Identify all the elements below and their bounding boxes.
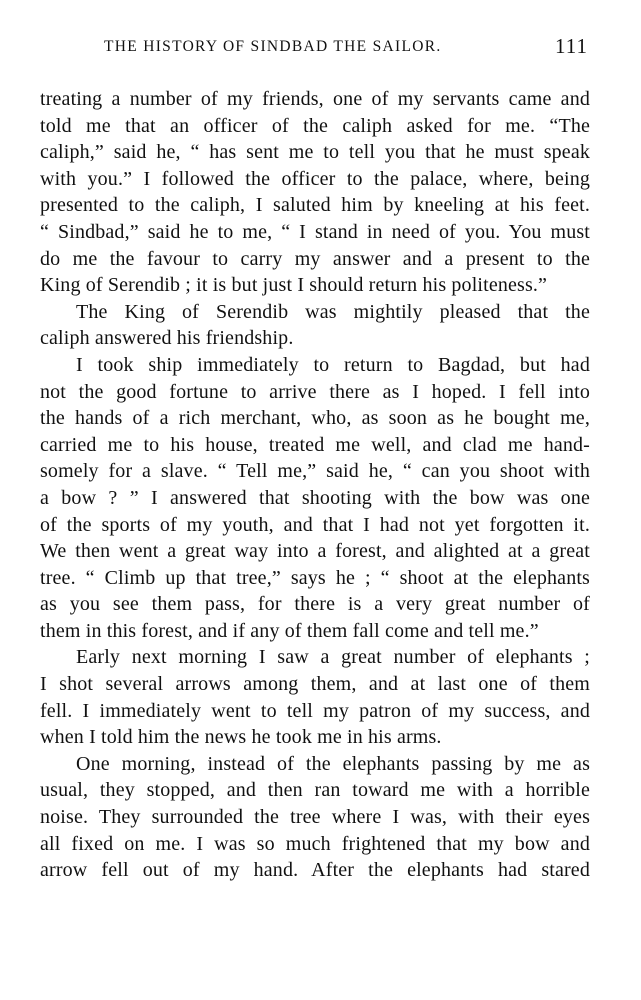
text-line: usual, they stopped, and then ran toward me with a horrible — [40, 779, 590, 802]
text-line: told me that an officer of the caliph asked for me. “The — [40, 114, 590, 137]
text-line: do me the favour to carry my answer and a present to the — [40, 247, 590, 270]
text-line: carried me to his house, treated me well, and clad me hand- — [40, 433, 590, 456]
text-line: a bow ? ” I answered that shooting with the bow was one — [40, 486, 590, 509]
text-line: The King of Serendib was mightily pleased that the — [76, 300, 590, 323]
running-title: THE HISTORY OF SINDBAD THE SAILOR. — [104, 38, 442, 55]
text-line: arrow fell out of my hand. After the elephants had stared — [40, 859, 590, 882]
text-line: all fixed on me. I was so much frightened that my bow and — [40, 832, 590, 855]
paragraph — [40, 86, 590, 299]
paragraph — [40, 751, 590, 884]
text-line: when I told him the news he took me in his arms. — [40, 726, 442, 749]
text-line: somely for a slave. “ Tell me,” said he, “ can you shoot with — [40, 460, 590, 483]
text-line: King of Serendib ; it is but just I should return his politeness.” — [40, 274, 548, 297]
text-line: the hands of a rich merchant, who, as soon as he bought me, — [40, 407, 590, 430]
paragraph — [40, 299, 590, 352]
text-line: tree. “ Climb up that tree,” says he ; “ shoot at the elephants — [40, 566, 590, 589]
page-number: 111 — [555, 34, 588, 58]
text-line: caliph,” said he, “ has sent me to tell you that he must speak — [40, 141, 590, 164]
text-line: as you see them pass, for there is a very great number of — [40, 593, 590, 616]
running-head — [40, 34, 588, 60]
body-text — [40, 86, 590, 884]
text-line: One morning, instead of the elephants passing by me as — [76, 752, 590, 775]
paragraph — [40, 352, 590, 645]
text-line: them in this forest, and if any of them fall come and tell me.” — [40, 619, 539, 642]
text-line: “ Sindbad,” said he to me, “ I stand in need of you. You must — [40, 220, 590, 243]
text-line: with you.” I followed the officer to the palace, where, being — [40, 167, 590, 190]
text-line: not the good fortune to arrive there as I hoped. I fell into — [40, 380, 590, 403]
text-line: We then went a great way into a forest, and alighted at a great — [40, 540, 590, 563]
text-line: Early next morning I saw a great number of elephants ; — [76, 646, 590, 669]
text-line: presented to the caliph, I saluted him by kneeling at his feet. — [40, 194, 590, 217]
paragraph — [40, 644, 590, 750]
text-line: I took ship immediately to return to Bagdad, but had — [76, 353, 590, 376]
text-line: treating a number of my friends, one of my servants came and — [40, 88, 590, 110]
text-line: I shot several arrows among them, and at last one of them — [40, 673, 590, 696]
text-line: noise. They surrounded the tree where I was, with their eyes — [40, 806, 590, 829]
text-line: fell. I immediately went to tell my patron of my success, and — [40, 699, 590, 722]
text-line: of the sports of my youth, and that I had not yet forgotten it. — [40, 513, 590, 536]
text-line: caliph answered his friendship. — [40, 327, 294, 350]
